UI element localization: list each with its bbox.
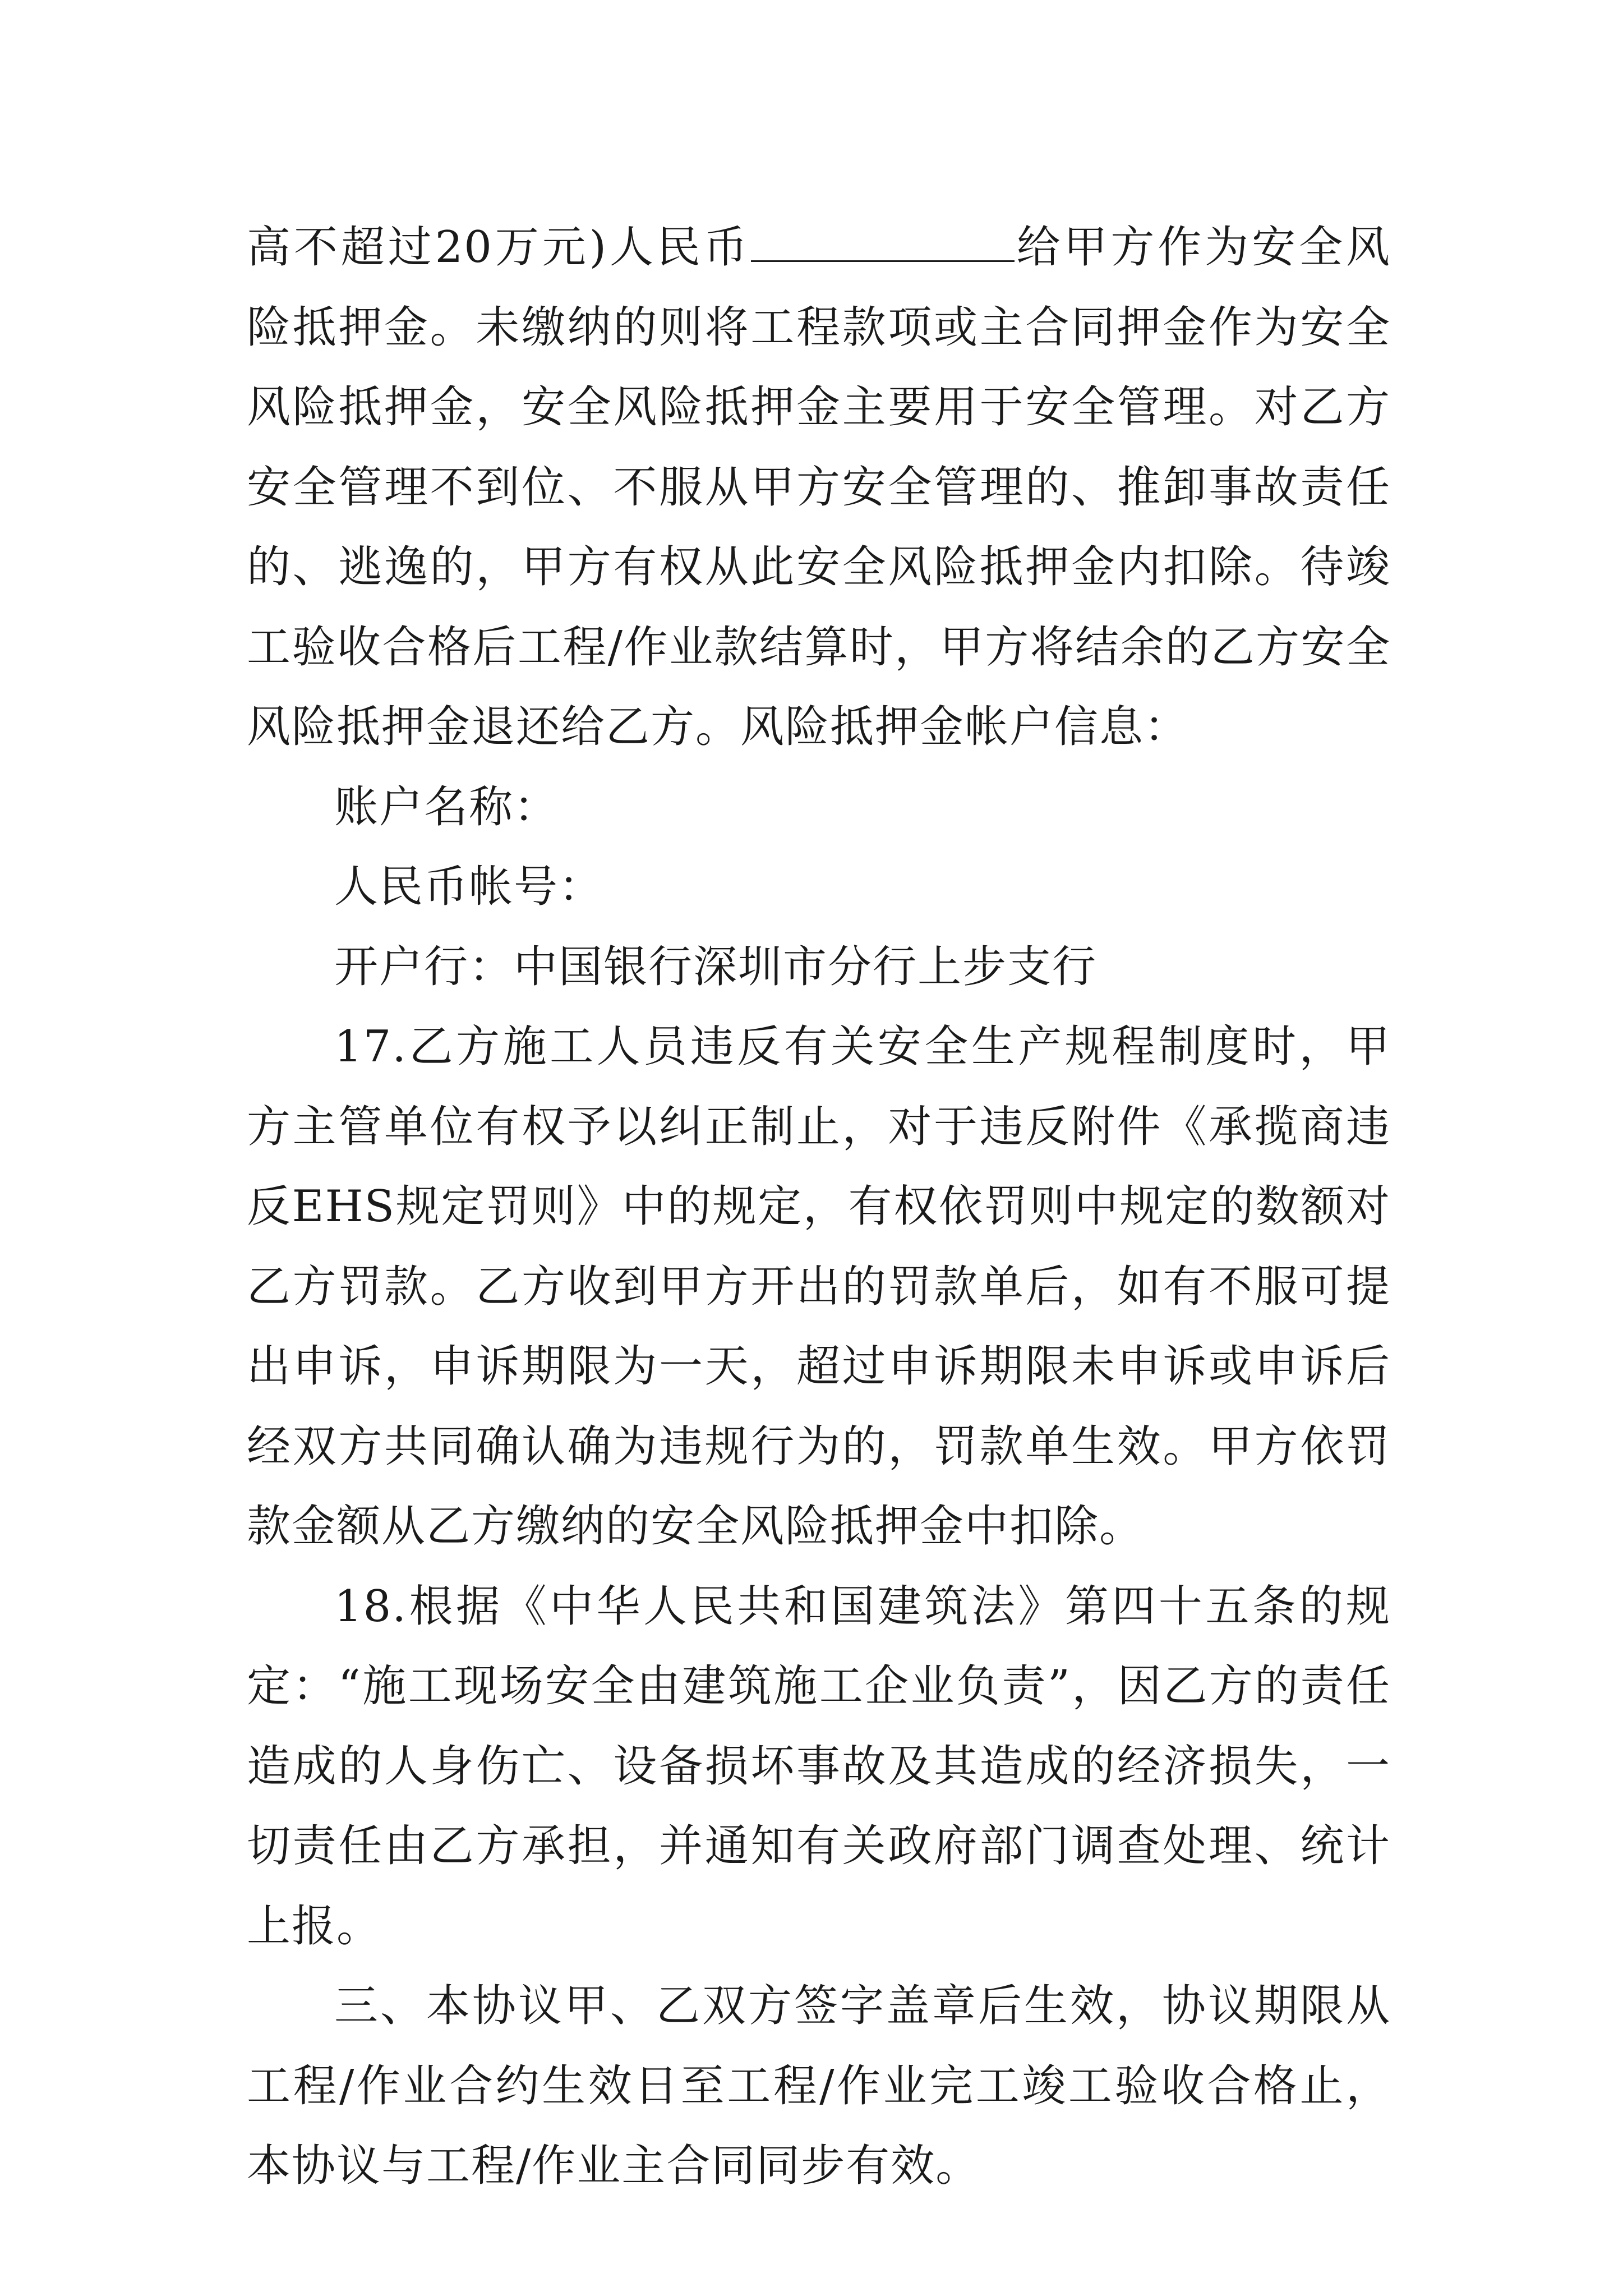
paragraph-deposit: [247, 208, 1391, 767]
deposit-text-before-blank: 高不超过20万元)人民币: [247, 222, 751, 273]
deposit-text-after-blank: 给甲方作为安全风险抵押金。未缴纳的则将工程款项或主合同押金作为安全风险抵押金，安全风险抵押金主要用于安全管理。对乙方安全管理不到位、不服从甲方安全管理的、推卸事故责任的、逃逸的，甲方有权从此安全风险抵押金内扣除。待竣工验收合格后工程/作业款结算时，甲方将结余的乙方安全风险抵押金退还给乙方。风险抵押金帐户信息：: [247, 222, 1391, 752]
paragraph-18: 18.根据《中华人民共和国建筑法》第四十五条的规定：“施工现场安全由建筑施工企业负责”，因乙方的责任造成的人身伤亡、设备损坏事故及其造成的经济损失，一切责任由乙方承担，并通知有关政府部门调查处理、统计上报。: [247, 1581, 1391, 1952]
paragraph-17: 17.乙方施工人员违反有关安全生产规程制度时，甲方主管单位有权予以纠正制止，对于违反附件《承揽商违反EHS规定罚则》中的规定，有权依罚则中规定的数额对乙方罚款。乙方收到甲方开出的罚款单后，如有不服可提出申诉，申诉期限为一天，超过申诉期限未申诉或申诉后经双方共同确认确为违规行为的，罚款单生效。甲方依罚款金额从乙方缴纳的安全风险抵押金中扣除。: [247, 1022, 1391, 1552]
document-page: [247, 208, 1391, 2206]
bank-line: 开户行：中国银行深圳市分行上步支行: [334, 941, 1098, 992]
paragraph-section-3: 三、本协议甲、乙双方签字盖章后生效，协议期限从工程/作业合约生效日至工程/作业完工竣工验收合格止，本协议与工程/作业主合同同步有效。: [247, 1981, 1391, 2191]
amount-blank: [751, 221, 1015, 262]
account-name-line: 账户名称：: [334, 781, 559, 832]
account-number-line: 人民币帐号：: [334, 862, 604, 912]
